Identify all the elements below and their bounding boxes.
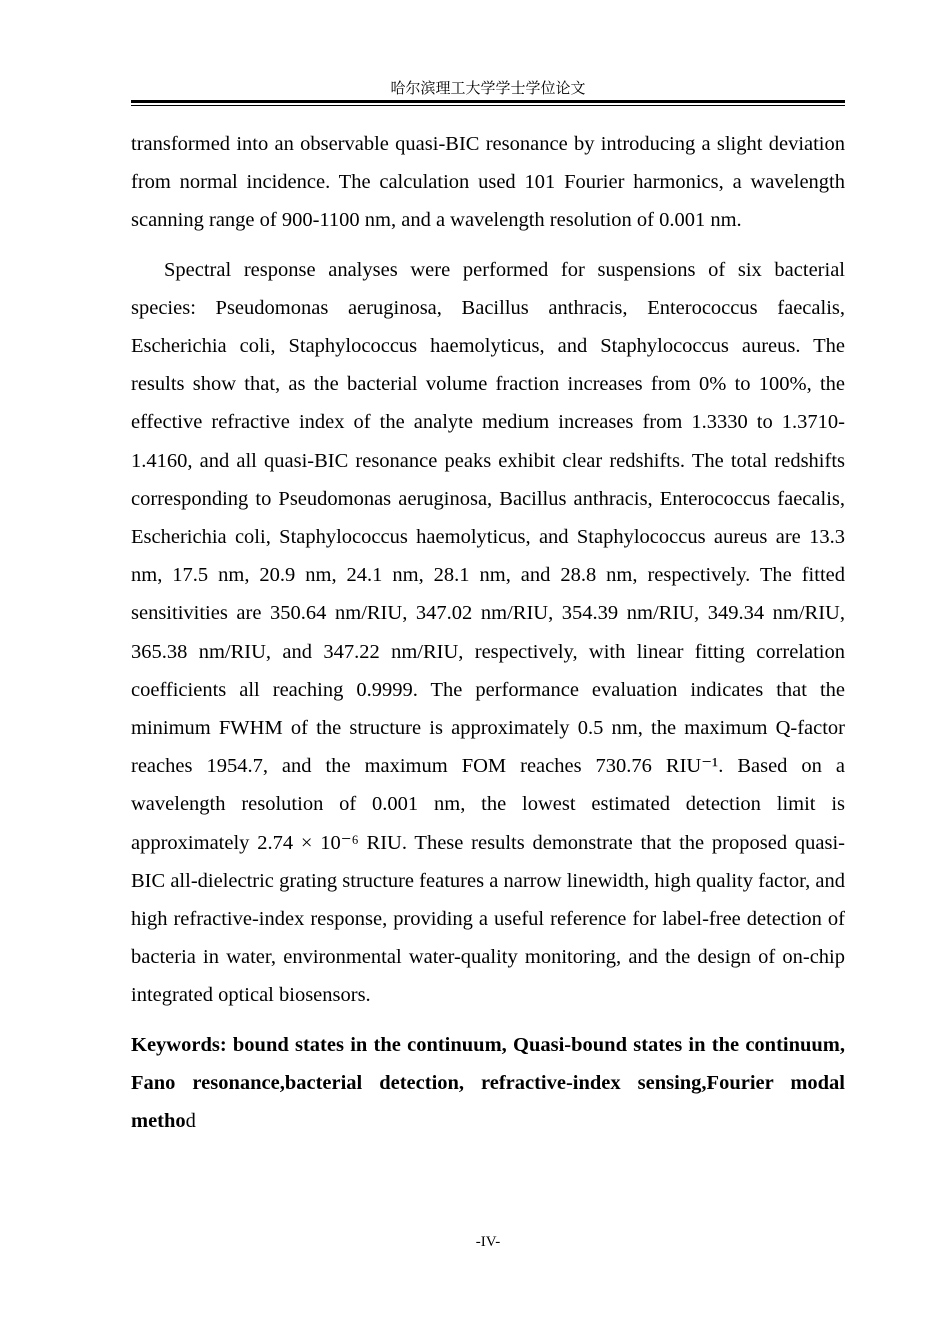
running-header: 哈尔滨理工大学学士学位论文 <box>390 79 586 97</box>
paragraph-results: Spectral response analyses were performed for suspensions of six bacterial species: Pseudomonas aeruginosa, Bacillus anthracis, Enterococcus faecalis, Escherichia coli, Staphylococcus haemolyticus, and Staphylococcus aureus. The results show that, as the bacterial volume fraction increases from 0% to 100%, the effective refractive index of the analyte medium increases from 1.3330 to 1.3710-1.4160, and all quasi-BIC resonance peaks exhibit clear redshifts. The total redshifts corresponding to Pseudomonas aeruginosa, Bacillus anthracis, Enterococcus faecalis, Escherichia coli, Staphylococcus haemolyticus, and Staphylococcus aureus are 13.3 nm, 17.5 nm, 20.9 nm, 24.1 nm, 28.1 nm, and 28.8 nm, respectively. The fitted sensitivities are 350.64 nm/RIU, 347.02 nm/RIU, 354.39 nm/RIU, 349.34 nm/RIU, 365.38 nm/RIU, and 347.22 nm/RIU, respectively, with linear fitting correlation coefficients all reaching 0.9999. The performance evaluation indicates that the minimum FWHM of the structure is approximately 0.5 nm, the maximum Q-factor reaches 1954.7, and the maximum FOM reaches 730.76 RIU⁻¹. Based on a wavelength resolution of 0.001 nm, the lowest estimated detection limit is approximately 2.74 × 10⁻⁶ RIU. These results demonstrate that the proposed quasi-BIC all-dielectric grating structure features a narrow linewidth, high quality factor, and high refractive-index response, providing a useful reference for label-free detection of bacteria in water, environmental water-quality monitoring, and the design of on-chip integrated optical biosensors. <box>131 258 845 1007</box>
body-text <box>131 125 845 1140</box>
header-rule-thick <box>131 100 845 103</box>
page-number: -IV- <box>475 1234 501 1250</box>
keywords-text: Keywords: bound states in the continuum, Quasi-bound states in the continuum, Fano resonance,bacterial detection, refractive-index sensing,Fourier modal metho <box>131 1033 845 1133</box>
keywords-line <box>131 1026 845 1141</box>
header-rule-thin <box>131 105 845 106</box>
paragraph-continuation: transformed into an observable quasi-BIC resonance by introducing a slight deviation from normal incidence. The calculation used 101 Fourier harmonics, a wavelength scanning range of 900-1100 nm, and a wavelength resolution of 0.001 nm. <box>131 133 845 232</box>
keywords-tail: d <box>185 1110 196 1133</box>
